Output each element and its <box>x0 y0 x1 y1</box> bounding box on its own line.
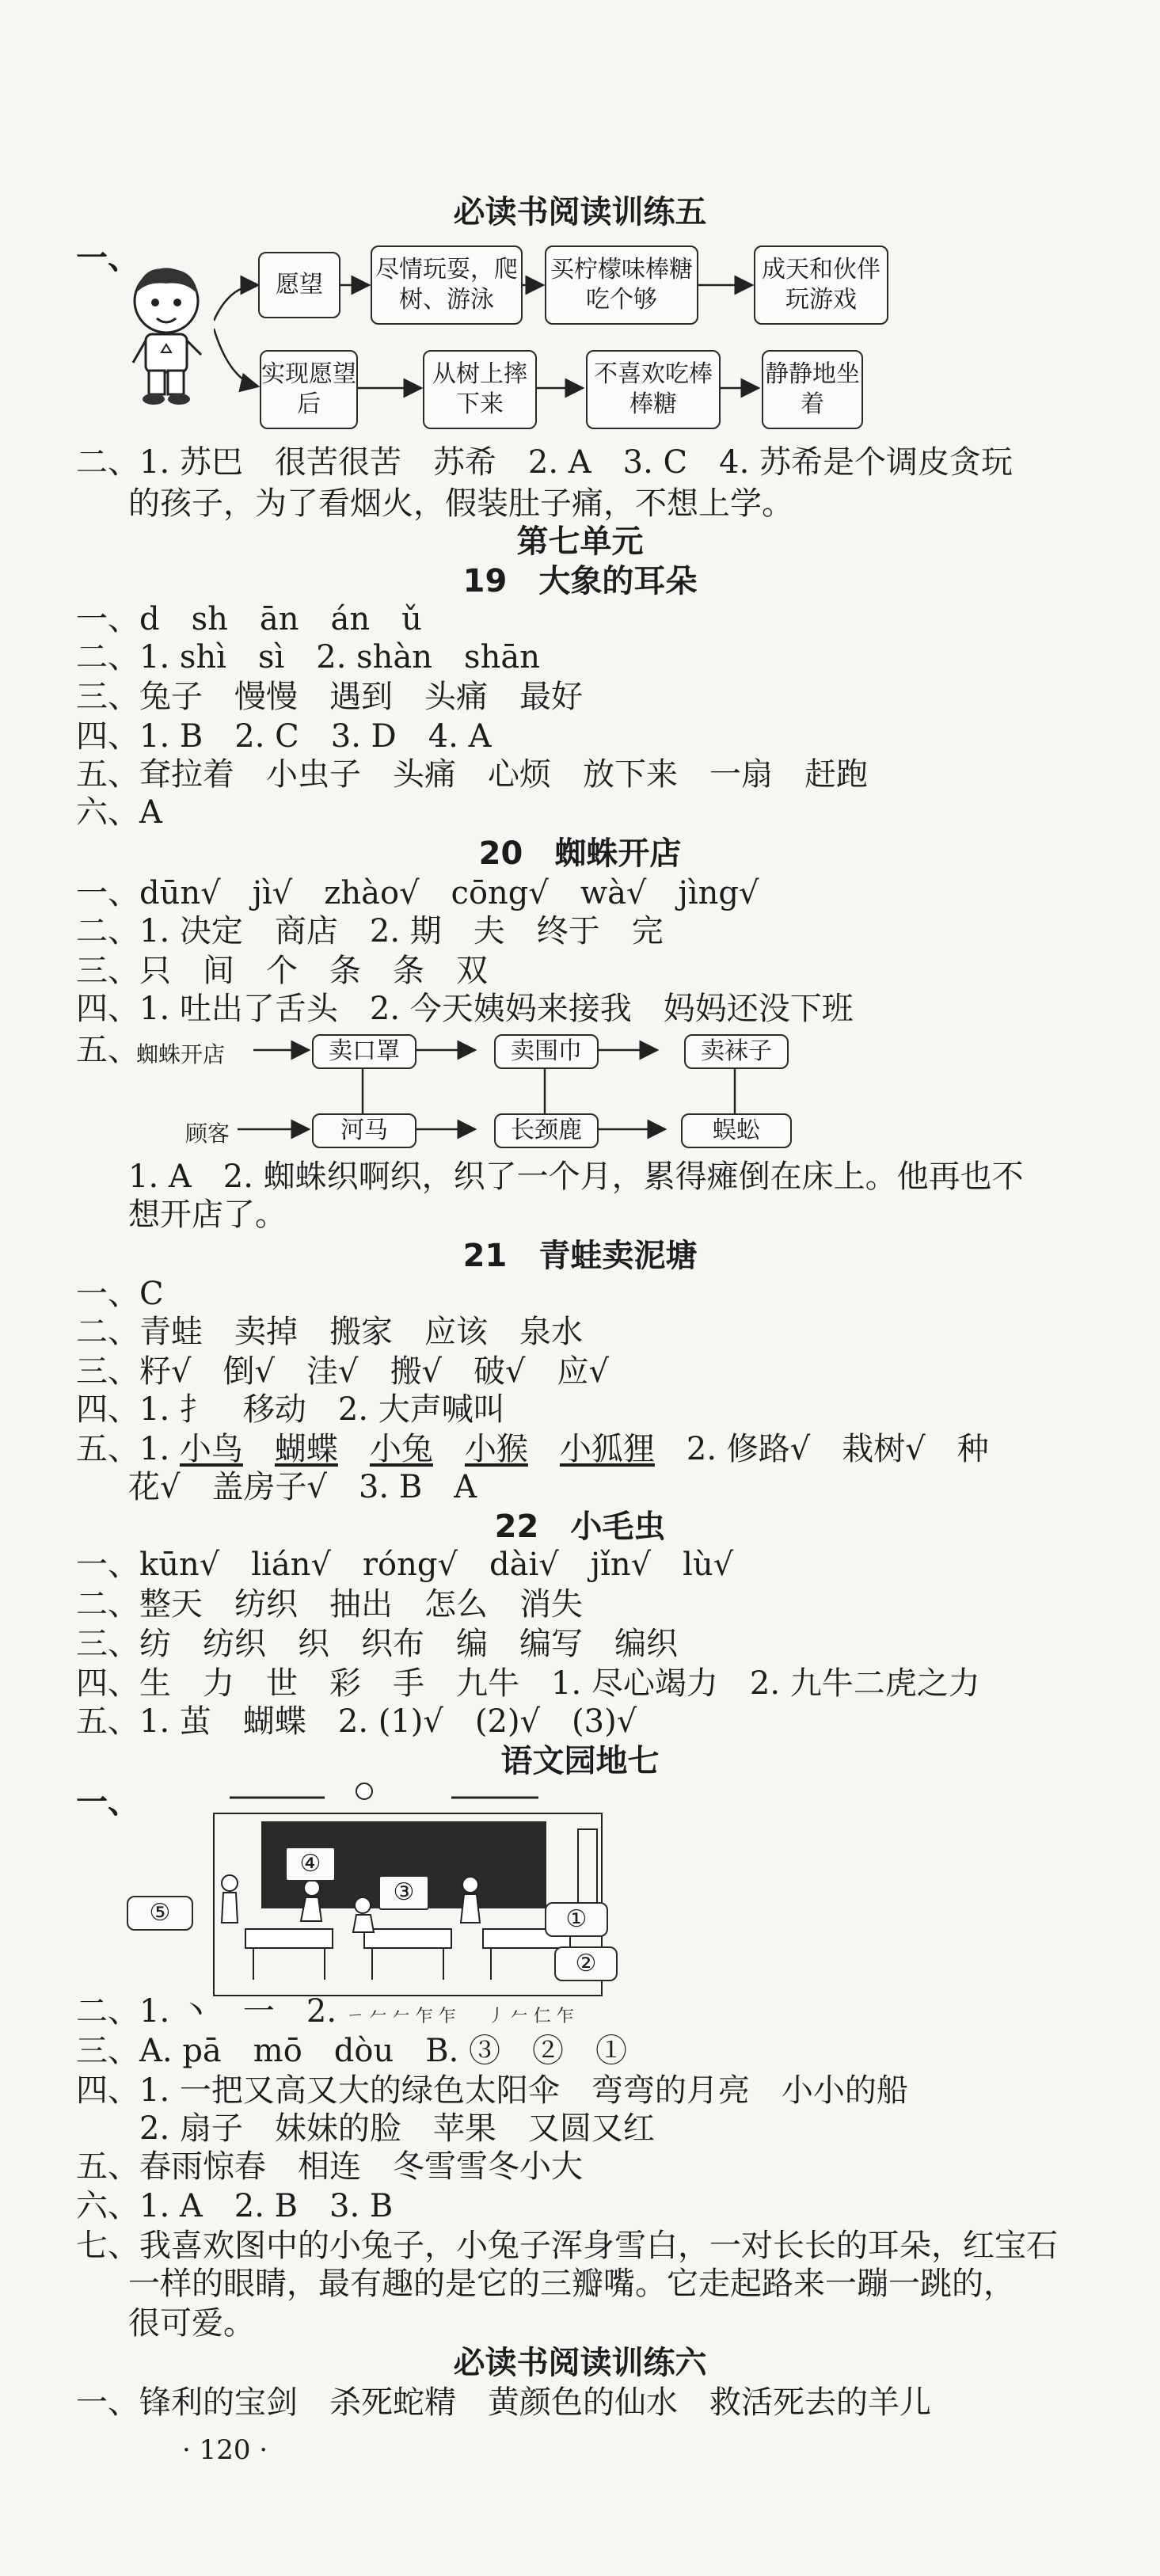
scene-marker: ② <box>554 1946 618 1981</box>
unit-title: 第七单元 <box>516 523 644 560</box>
l20-line: 三、只 间 个 条 条 双 <box>76 953 488 989</box>
section-title-read5: 必读书阅读训练五 <box>453 194 707 230</box>
flow-box-friends: 成天和伙伴玩游戏 <box>754 245 888 325</box>
flow-box-nocandy: 不喜欢吃棒棒糖 <box>586 350 721 429</box>
l19-line: 二、1. shì sì 2. shàn shān <box>76 639 540 675</box>
garden7-q1-label: 一、 <box>76 1783 139 1821</box>
stroke-order-2: 丿 𠂉 仁 乍 <box>487 2007 574 2026</box>
stroke-order-1: ㄧ 𠂉 𠂉 乍 乍 <box>346 2007 456 2026</box>
flow-box-sit: 静静地坐着 <box>762 350 863 429</box>
l19-line: 四、1. B 2. C 3. D 4. A <box>76 718 492 755</box>
garden7-line: 六、1. A 2. B 3. B <box>76 2188 394 2224</box>
garden7-line: 很可爱。 <box>128 2305 255 2342</box>
l22-line: 三、纺 纺织 织 织布 编 编写 编织 <box>76 1626 678 1662</box>
l22-line: 四、生 力 世 彩 手 九牛 1. 尽心竭力 2. 九牛二虎之力 <box>76 1665 980 1702</box>
scene-marker: ① <box>545 1902 608 1937</box>
lesson19-title: 19 大象的耳朵 <box>462 563 698 599</box>
section-title-read6: 必读书阅读训练六 <box>453 2345 707 2381</box>
flow-box-candy: 买柠檬味棒糖吃个够 <box>545 245 698 325</box>
flow-box-socks: 卖袜子 <box>684 1034 789 1069</box>
l20-q5-label: 五、 <box>76 1032 139 1068</box>
boy-illustration <box>119 261 222 412</box>
l21-line: 四、1. 扌 移动 2. 大声喊叫 <box>76 1391 505 1428</box>
flow-box-hippo: 河马 <box>312 1113 416 1148</box>
l19-line: 一、d sh ān án ǔ <box>76 601 422 637</box>
garden7-q2-text: 二、1. 丶 一 2. <box>76 1993 347 2030</box>
l19-line: 三、兔子 慢慢 遇到 头痛 最好 <box>76 679 583 715</box>
l21-line: 三、籽√ 倒√ 洼√ 搬√ 破√ 应√ <box>76 1353 609 1390</box>
flow-box-realize: 实现愿望后 <box>260 350 358 429</box>
flow-box-wish: 愿望 <box>258 252 340 318</box>
garden7-line: 七、我喜欢图中的小兔子，小兔子浑身雪白，一对长长的耳朵，红宝石 <box>76 2228 1058 2264</box>
scene-marker: ④ <box>285 1847 336 1882</box>
underlined-word: 小狐狸 <box>559 1431 655 1467</box>
l20-line: 二、1. 决定 商店 2. 期 夫 终于 完 <box>76 913 664 949</box>
flow-box-play: 尽情玩耍，爬树、游泳 <box>371 245 523 325</box>
underlined-word: 小鸟 <box>179 1431 243 1467</box>
l20-line: 一、dūn√ jì√ zhào√ cōng√ wà√ jìng√ <box>76 875 759 911</box>
l21-line: 二、青蛙 卖掉 搬家 应该 泉水 <box>76 1314 583 1350</box>
garden7-line: 五、春雨惊春 相连 冬雪雪冬小大 <box>76 2148 583 2185</box>
garden7-title: 语文园地七 <box>500 1743 660 1779</box>
flow-label-spider: 蜘蛛开店 <box>136 1041 226 1067</box>
l21-q5-line1 <box>76 1430 989 1468</box>
l20-after2: 想开店了。 <box>128 1197 287 1233</box>
underlined-word: 小猴 <box>464 1431 528 1467</box>
l22-line: 一、kūn√ lián√ róng√ dài√ jǐn√ lù√ <box>76 1547 734 1583</box>
read5-q2-line1: 二、1. 苏巴 很苦很苦 苏希 2. A 3. C 4. 苏希是个调皮贪玩 <box>76 444 1014 481</box>
underlined-word: 蝴蝶 <box>274 1431 338 1467</box>
page-number: · 120 · <box>182 2434 268 2466</box>
flow-box-scarf: 卖围巾 <box>494 1034 599 1069</box>
garden7-line: 2. 扇子 妹妹的脸 苹果 又圆又红 <box>76 2110 655 2147</box>
read5-q2-line2: 的孩子，为了看烟火，假装肚子痛，不想上学。 <box>128 485 793 522</box>
garden7-line: 一样的眼睛，最有趣的是它的三瓣嘴。它走起路来一蹦一跳的， <box>128 2266 1015 2302</box>
l22-line: 二、整天 纺织 抽出 怎么 消失 <box>76 1586 583 1623</box>
l21-q5-line2: 花√ 盖房子√ 3. B A <box>128 1469 477 1505</box>
l19-line: 六、A <box>76 794 162 831</box>
q1-label: 一、 <box>76 239 139 276</box>
flow-label-customer: 顾客 <box>185 1121 230 1147</box>
l20-after1: 1. A 2. 蜘蛛织啊织，织了一个月，累得瘫倒在床上。他再也不 <box>128 1159 1024 1195</box>
read6-line1: 一、锋利的宝剑 杀死蛇精 黄颜色的仙水 救活死去的羊儿 <box>76 2384 931 2421</box>
l20-line: 四、1. 吐出了舌头 2. 今天姨妈来接我 妈妈还没下班 <box>76 991 854 1027</box>
flow-box-giraffe: 长颈鹿 <box>494 1113 599 1148</box>
scene-marker: ③ <box>378 1875 429 1910</box>
lesson20-title: 20 蜘蛛开店 <box>478 835 682 872</box>
flow-box-mask: 卖口罩 <box>312 1034 416 1069</box>
lesson22-title: 22 小毛虫 <box>494 1509 666 1545</box>
l19-line: 五、耷拉着 小虫子 头痛 心烦 放下来 一扇 赶跑 <box>76 756 868 793</box>
flow-box-fall: 从树上摔下来 <box>423 350 537 429</box>
garden7-line: 四、1. 一把又高又大的绿色太阳伞 弯弯的月亮 小小的船 <box>76 2072 908 2109</box>
l22-line: 五、1. 茧 蝴蝶 2. (1)√ (2)√ (3)√ <box>76 1703 637 1740</box>
garden7-line-q2 <box>76 1992 574 2036</box>
underlined-word: 小兔 <box>369 1431 433 1467</box>
l21-line: 一、C <box>76 1276 164 1312</box>
flow-box-centipede: 蜈蚣 <box>681 1113 792 1148</box>
l21-q5-rest: 2. 修路√ 栽树√ 种 <box>686 1431 989 1467</box>
garden7-line: 三、A. pā mō dòu B. ③ ② ① <box>76 2033 628 2069</box>
l21-q5-prefix: 五、1. <box>76 1431 180 1467</box>
scene-marker: ⑤ <box>127 1896 193 1931</box>
lesson21-title: 21 青蛙卖泥塘 <box>462 1238 698 1274</box>
